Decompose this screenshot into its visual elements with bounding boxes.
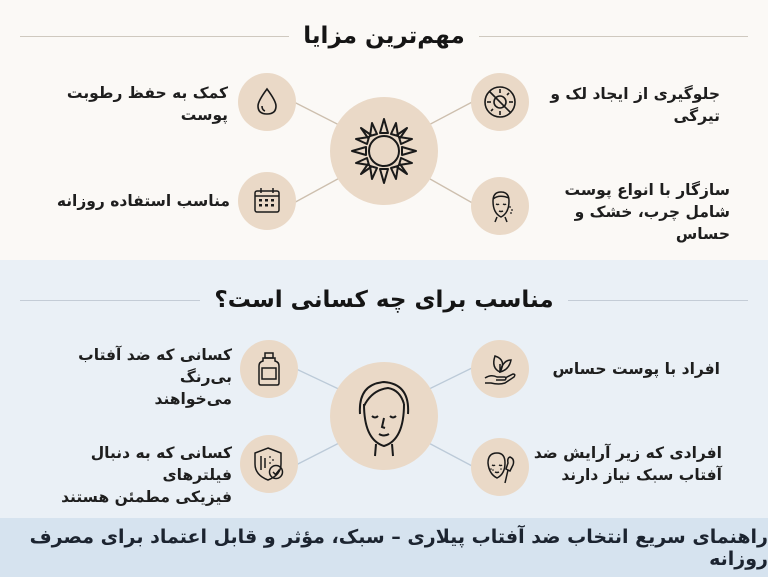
suitable-line: کسانی که ضد آفتاب بی‌رنگ bbox=[78, 346, 232, 386]
benefit-line: شامل چرب، خشک و حساس bbox=[574, 203, 730, 243]
footer-banner bbox=[0, 518, 768, 577]
calendar-icon bbox=[238, 172, 296, 230]
no-stain-icon bbox=[471, 73, 529, 131]
benefits-section bbox=[0, 0, 768, 260]
suitable-line: آفتاب سبک نیاز دارند bbox=[561, 466, 722, 484]
benefit-line: مناسب استفاده روزانه bbox=[56, 192, 230, 210]
benefit-label-moisture bbox=[64, 82, 228, 126]
benefit-label-no-stain bbox=[530, 83, 720, 127]
benefits-title: مهم‌ترین مزایا bbox=[303, 23, 465, 49]
footer-text: راهنمای سریع انتخاب ضد آفتاب پیلاری – سبک، مؤثر و قابل اعتماد برای مصرف روزانه bbox=[29, 525, 768, 570]
suitable-label-physical-filters bbox=[36, 442, 232, 508]
benefit-line: پوست bbox=[180, 106, 228, 124]
water-drop-icon bbox=[238, 73, 296, 131]
suitable-line: می‌خواهند bbox=[154, 390, 232, 408]
suitable-line: کسانی که به دنبال فیلترهای bbox=[90, 444, 232, 484]
suitable-line: فیزیکی مطمئن هستند bbox=[61, 488, 232, 506]
suitable-line: افرادی که زیر آرایش ضد bbox=[533, 444, 722, 462]
benefit-label-skin-types bbox=[520, 179, 730, 245]
woman-face-icon bbox=[330, 362, 438, 470]
shield-check-icon bbox=[240, 435, 298, 493]
bottle-icon bbox=[240, 340, 298, 398]
suitable-section bbox=[0, 260, 768, 518]
suitable-label-colorless bbox=[30, 344, 232, 410]
benefit-line: جلوگیری از ایجاد لک و bbox=[550, 85, 720, 103]
suitable-title: مناسب برای چه کسانی است؟ bbox=[214, 287, 554, 313]
suitable-label-sensitive bbox=[520, 358, 720, 380]
benefit-label-daily-use bbox=[44, 190, 230, 212]
benefit-line: تیرگی bbox=[673, 107, 720, 125]
benefit-line: سازگار با انواع پوست bbox=[564, 181, 730, 199]
suitable-label-under-makeup bbox=[512, 442, 722, 486]
suitable-line: افراد با پوست حساس bbox=[552, 360, 720, 378]
sun-icon bbox=[330, 97, 438, 205]
benefit-line: کمک به حفظ رطوبت bbox=[66, 84, 228, 102]
